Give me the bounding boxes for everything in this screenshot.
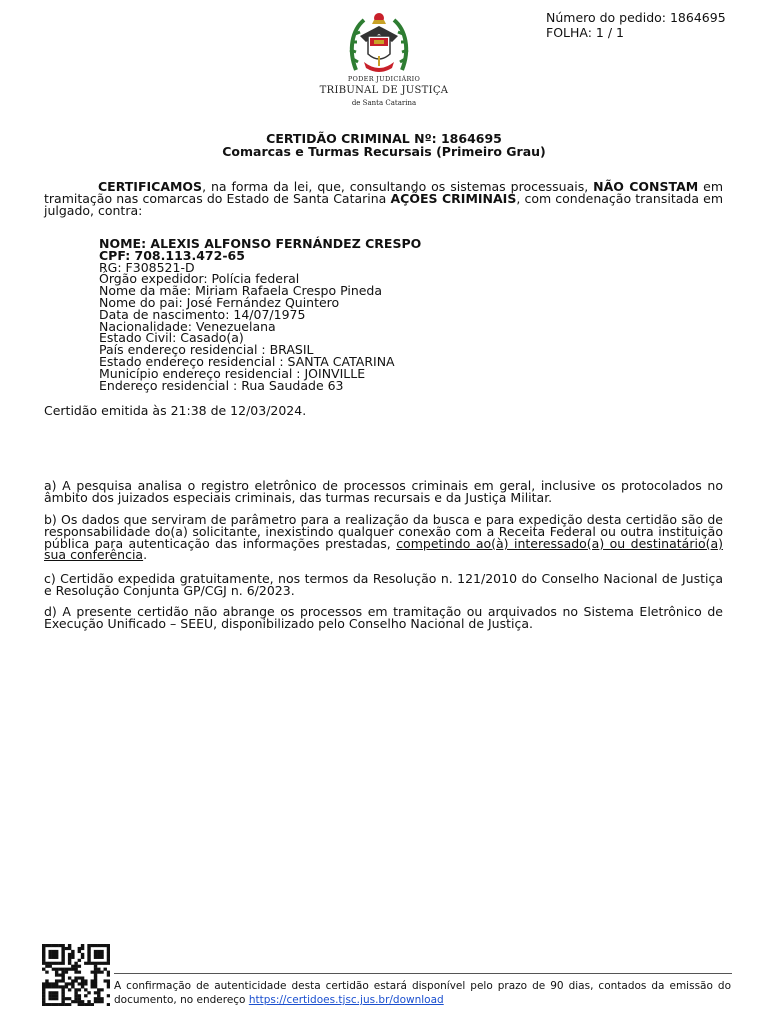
intro-criminal-actions: AÇÕES CRIMINAIS <box>390 190 517 206</box>
intro-paragraph <box>44 181 723 216</box>
intro-text-2: em tramitação nas comarcas do Estado de Santa Catarina <box>44 179 723 206</box>
intro-certify: CERTIFICAMOS <box>98 179 203 194</box>
person-detail-father: Nome do pai: José Fernández Quintero <box>99 294 340 310</box>
title-line-1: CERTIDÃO CRIMINAL Nº: 1864695 <box>266 131 502 146</box>
order-info <box>546 10 726 40</box>
intro-not-found: NÃO CONSTAM <box>593 179 699 194</box>
person-details <box>99 238 699 391</box>
certificate-title <box>44 133 724 158</box>
download-link[interactable]: https://certidoes.tjsc.jus.br/download <box>248 994 444 1006</box>
person-detail-city: Município endereço residencial : JOINVILLE <box>99 365 366 381</box>
note-b <box>44 514 723 561</box>
coat-of-arms-icon <box>348 10 410 76</box>
person-cpf: CPF: 708.113.472-65 <box>99 247 245 263</box>
court-line-2: TRIBUNAL DE JUSTIÇA <box>319 85 449 96</box>
page-number: FOLHA: 1 / 1 <box>546 25 624 40</box>
court-name <box>300 75 468 108</box>
note-b-text: b) Os dados que serviram de parâmetro para a realização da busca e para expedição desta certidão são de responsabilidade do(a) solicitante, inexistindo qualquer conexão com a Receita Federal ou outra instituição pública para autenticação das informações prestadas, <box>44 512 723 551</box>
footer-divider <box>114 973 732 974</box>
person-name: NOME: ALEXIS ALFONSO FERNÁNDEZ CRESPO <box>99 236 422 251</box>
person-detail-address: Endereço residencial : Rua Saudade 63 <box>99 377 344 393</box>
person-detail-country: País endereço residencial : BRASIL <box>99 342 314 358</box>
note-c: c) Certidão expedida gratuitamente, nos termos da Resolução n. 121/2010 do Conselho Nacional de Justiça e Resolução Conjunta GP/CGJ n. 6/2023. <box>44 571 723 598</box>
court-line-1: PODER JUDICIÁRIO <box>347 75 421 83</box>
order-number: Número do pedido: 1864695 <box>546 10 726 25</box>
footer-notice: A confirmação de autenticidade desta certidão estará disponível pelo prazo de 90 dias, contados da emissão do documento, no endereço <box>114 980 731 1006</box>
court-line-3: de Santa Catarina <box>351 99 417 107</box>
intro-text-1: , na forma da lei, que, consultando os sistemas processuais, <box>202 179 594 194</box>
person-detail-mother: Nome da mãe: Miriam Rafaela Crespo Pineda <box>99 283 383 299</box>
note-a: a) A pesquisa analisa o registro eletrônico de processos criminais em geral, inclusive os protocolados no âmbito dos juizados especiais criminais, das turmas recursais e da Justiça Militar. <box>44 478 723 505</box>
person-detail-nationality: Nacionalidade: Venezuelana <box>99 318 276 334</box>
note-b-end: . <box>143 547 148 563</box>
person-detail-state: Estado endereço residencial : SANTA CATARINA <box>99 353 395 369</box>
person-detail-birthdate: Data de nascimento: 14/07/1975 <box>99 306 306 322</box>
emission-timestamp: Certidão emitida às 21:38 de 12/03/2024. <box>44 403 307 418</box>
note-b-underlined: competindo ao(à) interessado(a) ou destinatário(a) sua conferência <box>44 535 724 563</box>
person-detail-civil-status: Estado Civil: Casado(a) <box>99 330 244 346</box>
note-d: d) A presente certidão não abrange os processos em tramitação ou arquivados no Sistema Eletrônico de Execução Unificado – SEEU, disponibilizado pelo Conselho Nacional de Justiça. <box>44 604 723 631</box>
title-line-2: Comarcas e Turmas Recursais (Primeiro Grau) <box>222 143 546 159</box>
person-detail-rg: RG: F308521-D <box>99 259 195 275</box>
person-detail-issuer: Órgão expedidor: Polícia federal <box>99 271 300 287</box>
footer-text <box>114 979 731 1007</box>
qr-code-icon[interactable] <box>42 944 110 1006</box>
intro-text-3: , com condenação transitada em julgado, contra: <box>44 190 723 218</box>
